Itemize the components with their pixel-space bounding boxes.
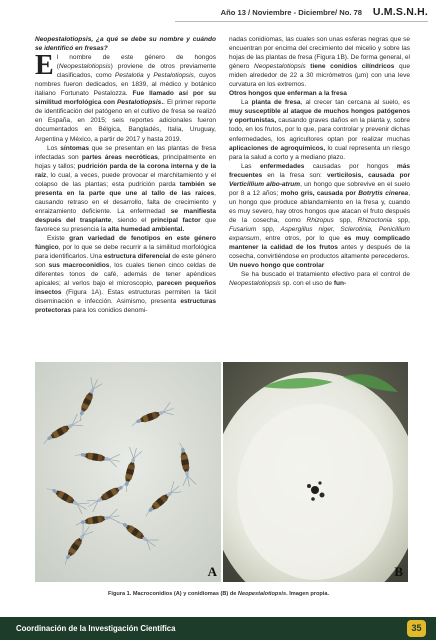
figure-caption: Figura 1. Macroconidios (A) y conidiomas (B) de Neopestalotiopsis. Imagen propia. — [108, 591, 330, 597]
panel-label-b: B — [394, 564, 403, 579]
paragraph-symptoms: Los síntomas que se presentan en las plantas de fresa infectadas son partes áreas necróticas, principalmente en hojas y tallos; pudrición parda de la corona interna y de la raíz, lo cual, a veces, puede provocar el marchitamiento y el colapso de las plantas; esta pudrición parda también se presenta en la parte que une al tallo de las raíces, causando retraso en el desarrollo, falta de crecimiento y enraizamiento deficiente. La enfermedad se manifiesta después del trasplante, siendo el principal factor que favorece su presencia la alta humedad ambiental. — [35, 144, 217, 233]
paragraph-conidia: nadas conidiomas, las cuales son unas esferas negras que se encuentran por encima del crecimiento del micelio y sobre las hojas de las plantas de fresa (Figura 1B). De forma general, el género Neopestalotiopsis tiene conidios cilíndricos que miden alrededor de 22 a 30 micrómetros (µm) con una leve curvatura en los extremos. — [229, 36, 410, 89]
panel-label-a: A — [207, 564, 217, 579]
subheading-other-fungi: Otros hongos que enferman a la fresa — [229, 90, 347, 98]
conidiomata-illustration — [223, 362, 408, 582]
drop-cap: E — [35, 50, 54, 82]
header-rule — [175, 21, 428, 22]
conidioma — [320, 493, 325, 498]
right-column — [229, 35, 410, 288]
photo-conidiomata — [223, 362, 408, 582]
section-question: Neopestalotiopsis, ¿a qué se debe su nombre y cuándo se identificó en fresas? — [35, 36, 216, 53]
conidioma — [318, 481, 321, 484]
left-column — [35, 35, 216, 315]
macroconidia-illustration — [35, 362, 221, 582]
page-header — [0, 0, 436, 26]
paragraph-susceptibility: La planta de fresa, al crecer tan cercana al suelo, es muy susceptible al ataque de muchos hongos patógenos y oportunistas, causando graves daños en la planta y, sobre todo, en los frutos, por lo que, para controlar y prevenir dichas enfermedades, los agricultores optan por realizar muchas aplicaciones de agroquímicos, lo cual representa un riesgo para la salud a corto y a mediano plazo. — [229, 99, 410, 161]
figure-1 — [35, 362, 408, 582]
paragraph-origin: El nombre de este género de hongos (Neopestalotiopsis) proviene de otros previamente clasificados, como Pestalotia y Pestalotiopsis, cuyos nombres fueron dedicados, en 1839, al médico y botánico italiano Fortunato Pestalozza. Fue llamado así por su similitud morfológica con Pestalotiopsis.. El primer reporte de identificación del patógeno en el cultivo de fresa se realizó en España, en 2015; seis reportes adicionales fueron documentados en Bélgica, Bangladés, Italia, Uruguay, Argentina y México, a partir de 2017 y hasta 2019. — [35, 50, 216, 143]
institution-name: U.M.S.N.H. — [372, 6, 428, 18]
page-number: 35 — [407, 620, 426, 637]
conidioma — [311, 486, 319, 494]
conidioma — [307, 484, 311, 488]
issue-info: Año 13 / Noviembre - Diciembre/ No. 78 — [220, 8, 362, 17]
conidioma — [311, 497, 315, 501]
footer-text: Coordinación de la Investigación Científica — [16, 624, 176, 633]
paragraph-morphology: Existe gran variedad de fenotipos en este género fúngico, por lo que se debe recurrir a la similitud morfológica para identificarlos. Una estructura diferencial de este género son sus macroconidios, los cuales tienen cinco celdas de diferentes tonos de café, además de tener apéndices apicales; al verlos bajo el microscopio, parecen pequeños insectos (Figura 1A). Estas estructuras permiten la fácil diseminación e infección. Asimismo, presenta estructuras protectoras para los conidios denomi- — [35, 235, 217, 315]
paragraph-diseases: Las enfermedades causadas por hongos más frecuentes en la fresa son: verticilosis, causada por Verticillium albo-atrum, un hongo que sobrevive en el suelo por 8 a 12 años; moho gris, causada por Botrytis cinerea, un hongo que produce ablandamiento en la fresa y, cuando es muy severo, hay otros hongos que atacan el fruto después de la cosecha, como Rhizopus spp, Rhizoctonia spp, Fusarium spp, Aspergillus niger, Sclerotinia, Penicillium expansum, entre otros, por lo que es muy complicado mantener la calidad de los frutos antes y después de la cosecha, convirtiéndose en productos altamente perecederos. — [229, 162, 411, 261]
paragraph-control: Se ha buscado el tratamiento efectivo para el control de Neopestalotiopsis sp. con el uso de fun- — [229, 271, 410, 288]
page-footer — [0, 617, 436, 640]
subheading-new-fungus: Un nuevo hongo que controlar — [229, 262, 325, 270]
micrograph-macroconidia — [35, 362, 221, 582]
